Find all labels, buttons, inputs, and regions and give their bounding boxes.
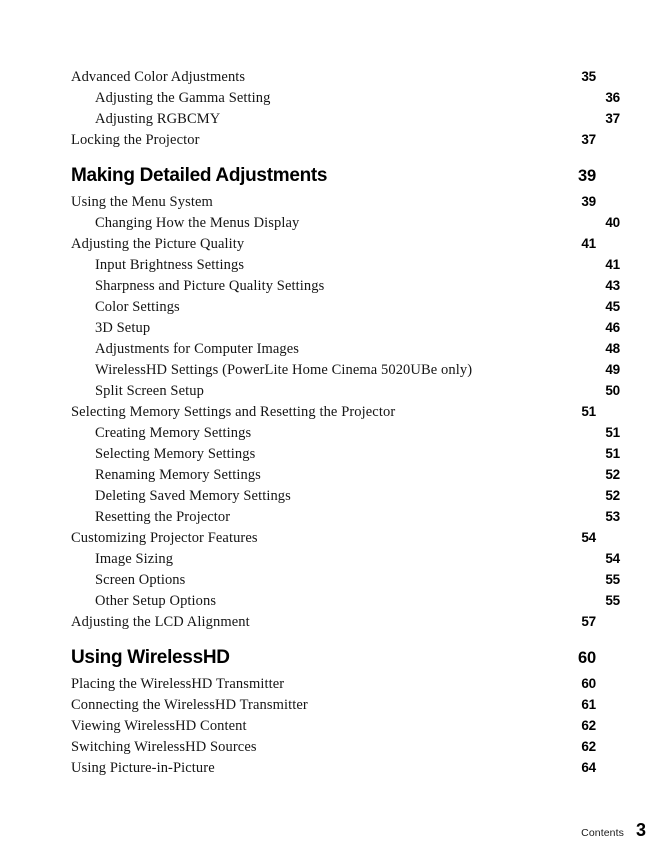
toc-entry-title: Deleting Saved Memory Settings (95, 488, 291, 504)
toc-section-page-number: 39 (578, 167, 596, 185)
toc-entry-title: Using Picture-in-Picture (71, 760, 215, 776)
toc-entry-title: Advanced Color Adjustments (71, 69, 246, 85)
toc-entry-title: Placing the WirelessHD Transmitter (71, 676, 285, 692)
toc-entry-page-number: 54 (581, 530, 596, 545)
toc-entry-title: Customizing Projector Features (71, 530, 258, 546)
toc-entry-row[interactable] (71, 359, 620, 380)
toc-entry-title: Screen Options (95, 572, 186, 588)
toc-entry-title: Changing How the Menus Display (95, 215, 300, 231)
toc-entry-page-number: 51 (581, 404, 596, 419)
toc-entry-page-number: 45 (605, 299, 620, 314)
toc-entry-page-number: 52 (605, 467, 620, 482)
toc-entry-row[interactable] (71, 275, 620, 296)
toc-entry-page-number: 62 (581, 718, 596, 733)
footer-section-label: Contents (581, 827, 624, 839)
toc-entry-title: Switching WirelessHD Sources (71, 739, 257, 755)
toc-entry-page-number: 57 (581, 614, 596, 629)
toc-entry-row[interactable] (71, 694, 596, 715)
toc-entry-title: Adjusting the Gamma Setting (95, 90, 271, 106)
toc-entry-row[interactable] (71, 757, 596, 778)
toc-entry-row[interactable] (71, 548, 620, 569)
toc-entry-page-number: 55 (605, 572, 620, 587)
toc-entry-row[interactable] (71, 296, 620, 317)
toc-entry-row[interactable] (71, 87, 620, 108)
toc-entry-row[interactable] (71, 715, 596, 736)
toc-section-heading-title: Making Detailed Adjustments (71, 165, 328, 186)
toc-entry-row[interactable] (71, 527, 596, 548)
toc-entry-page-number: 50 (605, 383, 620, 398)
toc-section-page-number: 60 (578, 649, 596, 667)
toc-entry-title: Renaming Memory Settings (95, 467, 261, 483)
toc-section-heading-row[interactable] (71, 632, 596, 673)
toc-entry-page-number: 60 (581, 676, 596, 691)
toc-entry-row[interactable] (71, 129, 596, 150)
toc-entry-list (71, 66, 620, 778)
toc-entry-title: Selecting Memory Settings (95, 446, 256, 462)
toc-entry-title: Image Sizing (95, 551, 174, 567)
toc-entry-title: Other Setup Options (95, 593, 217, 609)
toc-entry-title: Connecting the WirelessHD Transmitter (71, 697, 308, 713)
toc-entry-row[interactable] (71, 464, 620, 485)
toc-entry-page-number: 52 (605, 488, 620, 503)
page-footer (0, 820, 646, 841)
toc-entry-row[interactable] (71, 611, 596, 632)
toc-entry-page-number: 37 (605, 111, 620, 126)
toc-entry-row[interactable] (71, 254, 620, 275)
toc-entry-row[interactable] (71, 108, 620, 129)
toc-entry-row[interactable] (71, 736, 596, 757)
toc-entry-row[interactable] (71, 317, 620, 338)
toc-entry-row[interactable] (71, 380, 620, 401)
toc-section-heading-row[interactable] (71, 150, 596, 191)
toc-entry-row[interactable] (71, 569, 620, 590)
toc-entry-page-number: 48 (605, 341, 620, 356)
toc-entry-row[interactable] (71, 673, 596, 694)
toc-entry-page-number: 51 (605, 425, 620, 440)
toc-entry-title: Sharpness and Picture Quality Settings (95, 278, 325, 294)
toc-entry-page-number: 55 (605, 593, 620, 608)
toc-entry-page-number: 46 (605, 320, 620, 335)
toc-entry-page-number: 64 (581, 760, 596, 775)
toc-entry-page-number: 41 (605, 257, 620, 272)
footer-page-number: 3 (635, 820, 646, 840)
toc-entry-page-number: 35 (581, 69, 596, 84)
toc-entry-page-number: 37 (581, 132, 596, 147)
toc-entry-row[interactable] (71, 590, 620, 611)
toc-entry-page-number: 62 (581, 739, 596, 754)
toc-entry-row[interactable] (71, 66, 596, 87)
toc-entry-title: Resetting the Projector (95, 509, 231, 525)
toc-entry-title: Adjusting RGBCMY (95, 111, 221, 127)
toc-entry-title: Input Brightness Settings (95, 257, 245, 273)
toc-entry-page-number: 49 (605, 362, 620, 377)
toc-entry-row[interactable] (71, 485, 620, 506)
toc-entry-page-number: 40 (605, 215, 620, 230)
toc-entry-title: Adjusting the LCD Alignment (71, 614, 250, 630)
toc-entry-title: Adjusting the Picture Quality (71, 236, 245, 252)
toc-entry-row[interactable] (71, 443, 620, 464)
toc-entry-page-number: 36 (605, 90, 620, 105)
toc-entry-row[interactable] (71, 233, 596, 254)
toc-entry-page-number: 53 (605, 509, 620, 524)
toc-entry-page-number: 39 (581, 194, 596, 209)
toc-entry-title: Creating Memory Settings (95, 425, 252, 441)
toc-entry-page-number: 54 (605, 551, 620, 566)
toc-entry-page-number: 61 (581, 697, 596, 712)
toc-entry-title: Using the Menu System (71, 194, 213, 210)
toc-entry-row[interactable] (71, 338, 620, 359)
toc-entry-page-number: 41 (581, 236, 596, 251)
toc-entry-title: Adjustments for Computer Images (95, 341, 300, 357)
toc-entry-title: Selecting Memory Settings and Resetting the Projector (71, 404, 396, 420)
toc-entry-title: 3D Setup (95, 320, 151, 336)
toc-section-heading-title: Using WirelessHD (71, 647, 230, 668)
toc-entry-row[interactable] (71, 212, 620, 233)
toc-entry-title: Locking the Projector (71, 132, 200, 148)
toc-entry-title: Color Settings (95, 299, 180, 315)
toc-entry-row[interactable] (71, 401, 596, 422)
toc-entry-title: Split Screen Setup (95, 383, 204, 399)
toc-entry-page-number: 43 (605, 278, 620, 293)
toc-entry-row[interactable] (71, 191, 596, 212)
toc-entry-title: Viewing WirelessHD Content (71, 718, 247, 734)
toc-entry-title: WirelessHD Settings (PowerLite Home Cinema 5020UBe only) (95, 362, 473, 378)
toc-entry-row[interactable] (71, 506, 620, 527)
toc-entry-page-number: 51 (605, 446, 620, 461)
toc-entry-row[interactable] (71, 422, 620, 443)
